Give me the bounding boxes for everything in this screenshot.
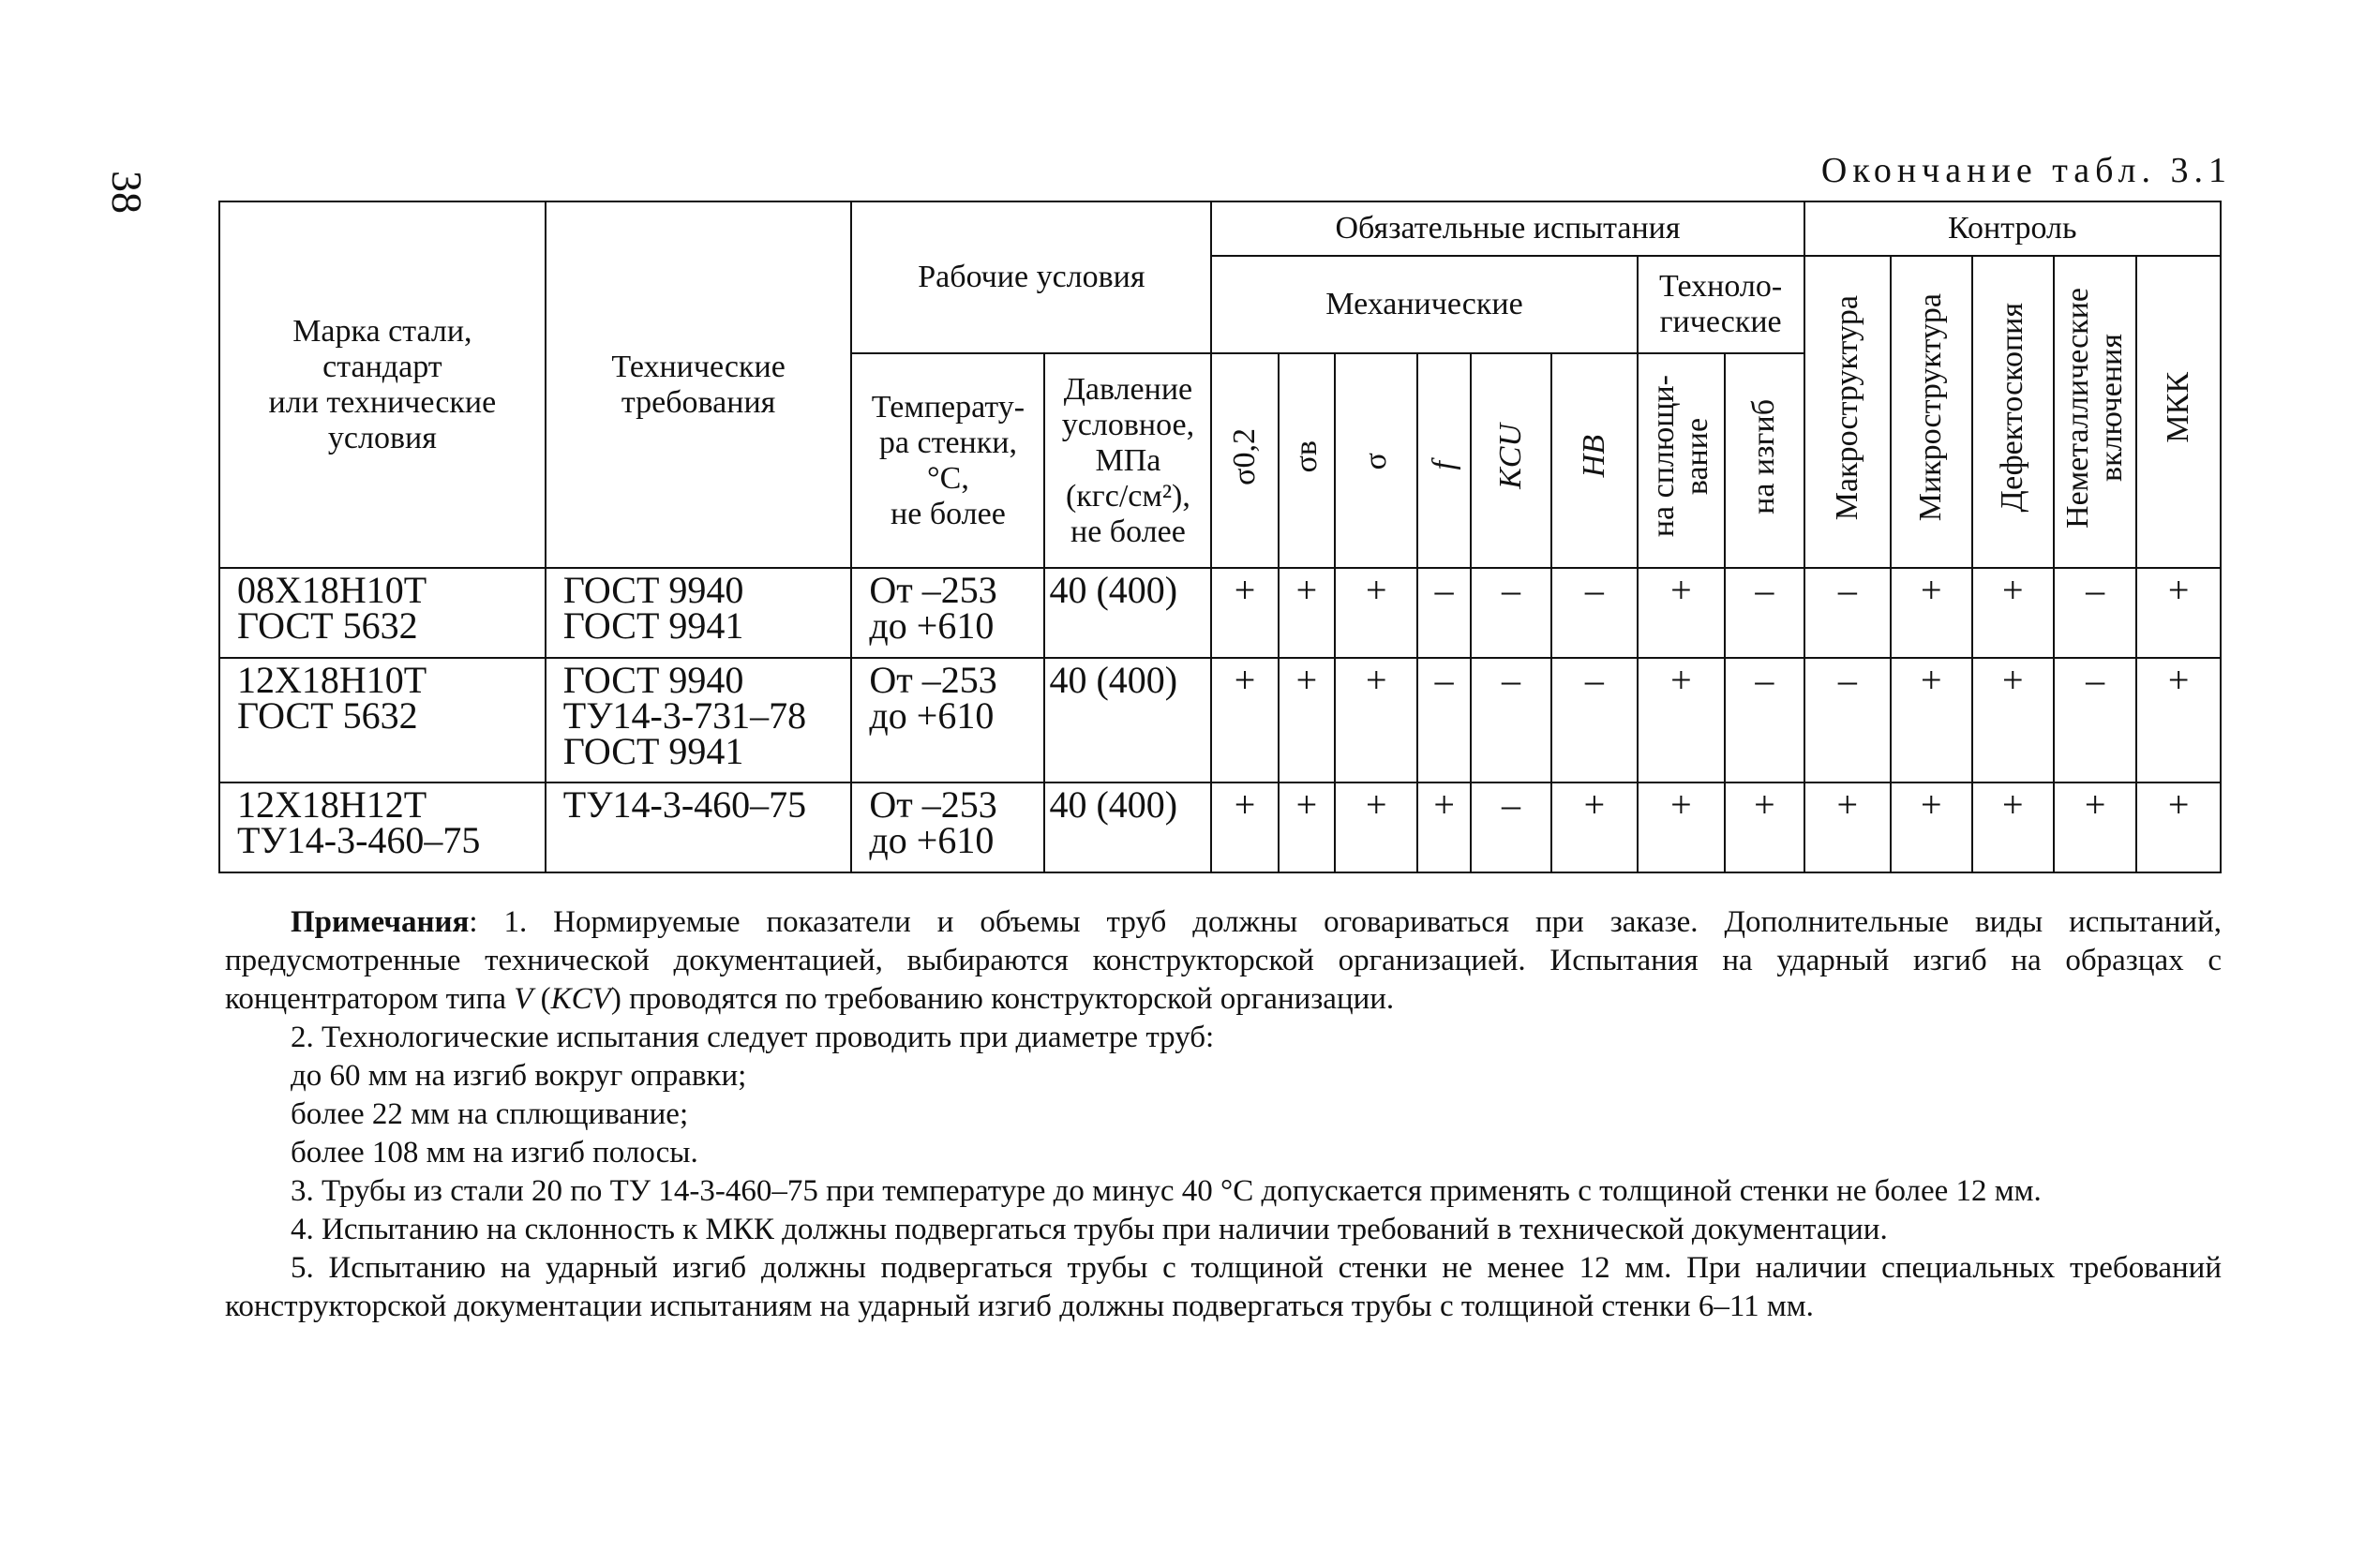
cell-mark: + xyxy=(1891,658,1971,782)
col-mkk: МКК xyxy=(2136,256,2221,568)
cell-mark: + xyxy=(1335,782,1417,872)
col-pressure-header: Давление условное, МПа (кгс/см²), не более xyxy=(1044,353,1211,568)
cell-mark: + xyxy=(1211,782,1278,872)
cell-mark: + xyxy=(2136,782,2221,872)
col-flattening: на сплющи- вание xyxy=(1638,353,1725,568)
note-2c: более 108 мм на изгиб полосы. xyxy=(291,1136,698,1170)
cell-temp: От –253 до +610 xyxy=(851,658,1044,782)
cell-mark: + xyxy=(2136,658,2221,782)
cell-mark: + xyxy=(1335,568,1417,658)
cell-mark: + xyxy=(1972,568,2054,658)
cell-mark: + xyxy=(1211,568,1278,658)
table-notes xyxy=(225,903,2222,1326)
cell-mark: + xyxy=(1638,658,1725,782)
note-2a: до 60 мм на изгиб вокруг оправки; xyxy=(291,1059,747,1093)
cell-mark: + xyxy=(1972,658,2054,782)
cell-mark: + xyxy=(1417,782,1470,872)
cell-mark: + xyxy=(1638,782,1725,872)
col-macrostructure: Макроструктура xyxy=(1804,256,1891,568)
cell-temp: От –253 до +610 xyxy=(851,568,1044,658)
col-mechanical-header: Механические xyxy=(1211,256,1637,353)
cell-grade: 12Х18Н12Т ТУ14-3-460–75 xyxy=(219,782,546,872)
page-number: 38 xyxy=(103,171,151,214)
cell-mark: – xyxy=(1804,568,1891,658)
cell-mark: + xyxy=(1279,782,1335,872)
note-5: 5. Испытанию на ударный изгиб должны подвергаться трубы с толщиной стенки не менее 12 мм. При наличии специальных требований конструкторской документации испытаниям на ударный изгиб должны подвергаться трубы с толщиной стенки 6–11 мм. xyxy=(225,1251,2222,1323)
col-technological-header: Техноло- гические xyxy=(1638,256,1804,353)
cell-mark: + xyxy=(1891,568,1971,658)
note-1: Примечания: 1. Нормируемые показатели и объемы труб должны оговариваться при заказе. Дополнительные виды испытаний, предусмотренные технической документацией, выбираются конструкторской организацией. Испытания на ударный изгиб на образцах с концентратором типа V (KCV) проводятся по требованию конструкторской организации. xyxy=(225,905,2222,1016)
cell-tech: ТУ14-3-460–75 xyxy=(546,782,852,872)
cell-mark: + xyxy=(1279,568,1335,658)
col-mandatory-header: Обязательные испытания xyxy=(1211,201,1804,256)
cell-mark: – xyxy=(1417,658,1470,782)
cell-pressure: 40 (400) xyxy=(1044,658,1211,782)
cell-mark: – xyxy=(2054,568,2136,658)
cell-mark: + xyxy=(1551,782,1637,872)
cell-grade: 08Х18Н10Т ГОСТ 5632 xyxy=(219,568,546,658)
col-working-header: Рабочие условия xyxy=(851,201,1211,353)
note-3: 3. Трубы из стали 20 по ТУ 14-3-460–75 при температуре до минус 40 °С допускается применять с толщиной стенки не более 12 мм. xyxy=(291,1174,2042,1208)
cell-mark: + xyxy=(2136,568,2221,658)
table-caption: Окончание табл. 3.1 xyxy=(1820,151,2232,190)
cell-mark: – xyxy=(1551,658,1637,782)
col-temp-header: Температу- ра стенки, °С, не более xyxy=(851,353,1044,568)
cell-grade: 12Х18Н10Т ГОСТ 5632 xyxy=(219,658,546,782)
cell-mark: + xyxy=(1891,782,1971,872)
cell-pressure: 40 (400) xyxy=(1044,568,1211,658)
col-sigma02: σ0,2 xyxy=(1211,353,1278,568)
col-kcu: KCU xyxy=(1471,353,1551,568)
cell-mark: – xyxy=(1471,782,1551,872)
cell-mark: – xyxy=(1725,658,1804,782)
cell-mark: – xyxy=(2054,658,2136,782)
note-2b: более 22 мм на сплющивание; xyxy=(291,1097,689,1131)
steel-grades-table xyxy=(218,201,2222,873)
table-row xyxy=(219,658,2221,782)
note-4: 4. Испытанию на склонность к МКК должны подвергаться трубы при наличии требований в технической документации. xyxy=(291,1213,1888,1246)
col-f: f xyxy=(1417,353,1470,568)
cell-mark: – xyxy=(1471,658,1551,782)
cell-mark: – xyxy=(1417,568,1470,658)
cell-pressure: 40 (400) xyxy=(1044,782,1211,872)
cell-mark: + xyxy=(1725,782,1804,872)
cell-mark: + xyxy=(1972,782,2054,872)
cell-mark: + xyxy=(2054,782,2136,872)
cell-mark: + xyxy=(1335,658,1417,782)
cell-tech: ГОСТ 9940 ТУ14-3-731–78 ГОСТ 9941 xyxy=(546,658,852,782)
col-nonmetallic: Неметаллические включения xyxy=(2054,256,2136,568)
col-control-header: Контроль xyxy=(1804,201,2221,256)
note-2: 2. Технологические испытания следует проводить при диаметре труб: xyxy=(291,1021,1215,1054)
cell-mark: – xyxy=(1551,568,1637,658)
col-bending: на изгиб xyxy=(1725,353,1804,568)
col-hb: HB xyxy=(1551,353,1637,568)
cell-tech: ГОСТ 9940 ГОСТ 9941 xyxy=(546,568,852,658)
table-row xyxy=(219,568,2221,658)
cell-mark: – xyxy=(1471,568,1551,658)
table-row xyxy=(219,782,2221,872)
cell-mark: + xyxy=(1804,782,1891,872)
col-sigma: σ xyxy=(1335,353,1417,568)
cell-mark: – xyxy=(1804,658,1891,782)
col-tech-req-header: Технические требования xyxy=(546,201,852,568)
cell-mark: + xyxy=(1211,658,1278,782)
col-microstructure: Микроструктура xyxy=(1891,256,1971,568)
cell-mark: + xyxy=(1279,658,1335,782)
cell-temp: От –253 до +610 xyxy=(851,782,1044,872)
col-sigmab: σв xyxy=(1279,353,1335,568)
col-defectoscopy: Дефектоскопия xyxy=(1972,256,2054,568)
cell-mark: – xyxy=(1725,568,1804,658)
col-grade-header: Марка стали, стандарт или технические условия xyxy=(219,201,546,568)
cell-mark: + xyxy=(1638,568,1725,658)
